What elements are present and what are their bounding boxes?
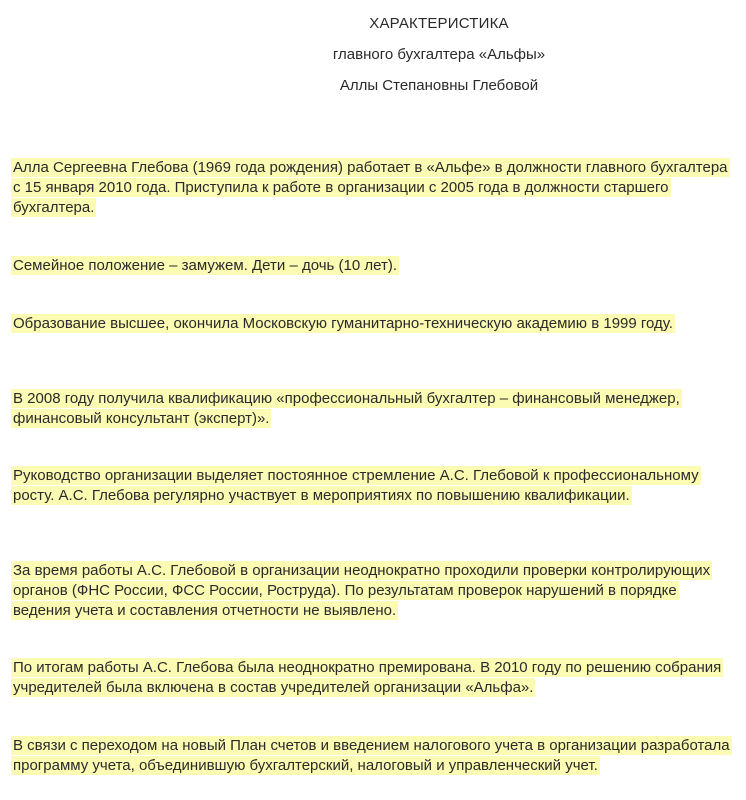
paragraph-text: Руководство организации выделяет постоянное стремление А.С. Глебовой к профессиональному росту. А.С. Глебова регулярно участвует в мероприятиях по повышению квалификации. [13, 467, 699, 504]
paragraph-text: По итогам работы А.С. Глебова была неоднократно премирована. В 2010 году по решению собрания учредителей была включена в состав учредителей организации «Альфа». [13, 659, 722, 696]
document-person-name: Аллы Степановны Глебовой [339, 77, 539, 94]
paragraph-growth [12, 466, 732, 506]
paragraph-text: За время работы А.С. Глебовой в организации неоднократно проходили проверки контролирующих органов (ФНС России, ФСС России, Роструда). По результатам проверок нарушений в порядке ведения учета и составления отчетности не выявлено. [13, 562, 711, 619]
paragraph-text: В 2008 году получила квалификацию «профессиональный бухгалтер – финансовый менеджер, финансовый консультант (эксперт)». [13, 390, 680, 427]
document-header [0, 8, 746, 101]
paragraph-qualification [12, 389, 732, 429]
paragraph-employment [12, 158, 732, 218]
document-title: ХАРАКТЕРИСТИКА [369, 15, 509, 32]
paragraph-text: Алла Сергеевна Глебова (1969 года рождения) работает в «Альфе» в должности главного бухгалтера с 15 января 2010 года. Приступила к работе в организации с 2005 года в должности старшего бухгалтера. [13, 159, 728, 216]
paragraph-education [12, 314, 732, 334]
document-subtitle: главного бухгалтера «Альфы» [332, 46, 546, 63]
paragraph-text: Семейное положение – замужем. Дети – дочь (10 лет). [13, 257, 397, 274]
paragraph-accounting-program [12, 736, 732, 776]
paragraph-text: Образование высшее, окончила Московскую гуманитарно-техническую академию в 1999 году. [13, 315, 673, 332]
paragraph-audits [12, 561, 732, 621]
paragraph-awards [12, 658, 732, 698]
paragraph-text: В связи с переходом на новый План счетов и введением налогового учета в организации разработала программу учета, объединившую бухгалтерский, налоговый и управленческий учет. [13, 737, 730, 774]
paragraph-family [12, 256, 732, 276]
